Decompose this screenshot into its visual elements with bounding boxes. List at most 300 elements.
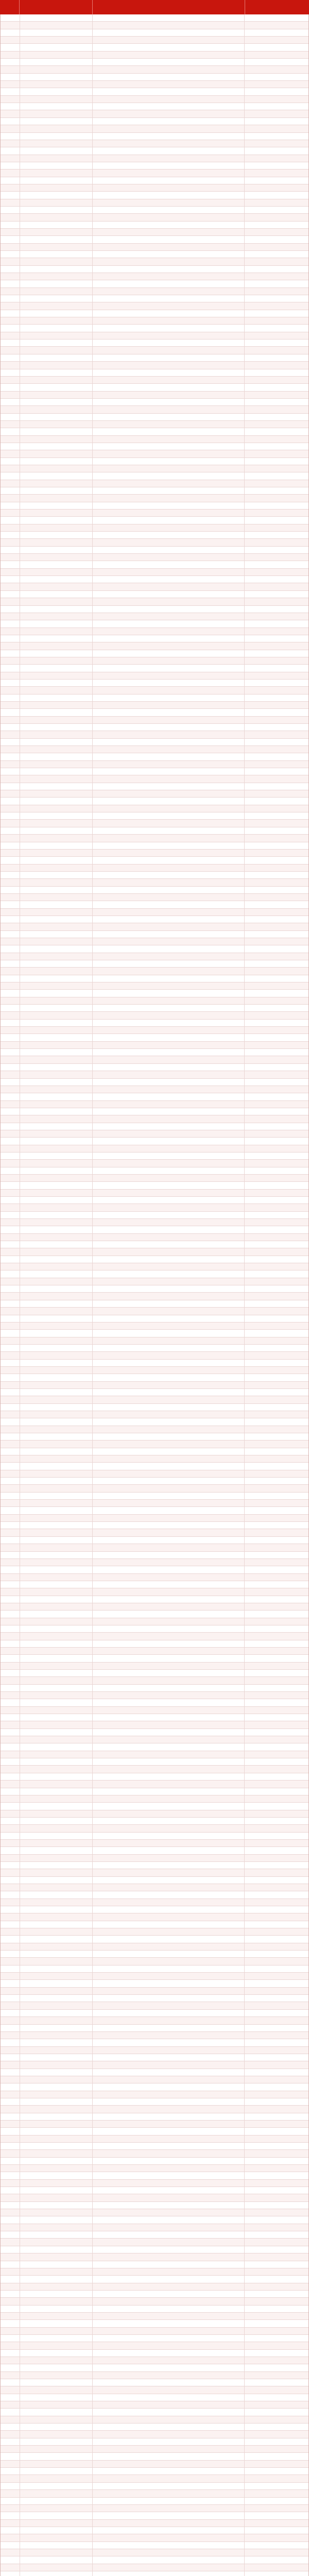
table-cell — [93, 1345, 245, 1351]
table-cell — [1, 975, 20, 982]
table-cell — [20, 66, 93, 73]
table-row — [1, 1470, 308, 1478]
table-row — [1, 1640, 308, 1648]
table-row — [1, 236, 308, 243]
table-cell — [93, 2202, 245, 2209]
table-cell — [1, 1788, 20, 1795]
table-cell — [20, 1891, 93, 1898]
table-cell — [20, 1145, 93, 1152]
table-cell — [93, 2187, 245, 2194]
table-cell — [245, 450, 308, 457]
table-row — [1, 2083, 308, 2091]
table-cell — [245, 1670, 308, 1676]
table-cell — [20, 1803, 93, 1809]
table-row — [1, 384, 308, 391]
table-cell — [1, 170, 20, 176]
table-cell — [1, 1389, 20, 1396]
table-cell — [93, 598, 245, 605]
table-cell — [20, 1995, 93, 2002]
table-cell — [20, 1980, 93, 1987]
table-cell — [93, 1323, 245, 1329]
table-cell — [245, 865, 308, 871]
table-row — [1, 1012, 308, 1019]
table-row — [1, 2002, 308, 2009]
table-cell — [1, 1803, 20, 1809]
table-cell — [20, 561, 93, 568]
table-cell — [1, 931, 20, 938]
table-cell — [245, 66, 308, 73]
table-cell — [20, 1367, 93, 1374]
table-cell — [93, 1803, 245, 1809]
table-cell — [1, 1079, 20, 1086]
table-cell — [93, 22, 245, 28]
table-cell — [245, 192, 308, 198]
table-cell — [1, 1825, 20, 1832]
table-row — [1, 14, 308, 22]
table-cell — [245, 465, 308, 472]
table-cell — [93, 2180, 245, 2187]
table-row — [1, 1581, 308, 1588]
table-cell — [1, 2512, 20, 2519]
table-cell — [1, 1810, 20, 1817]
table-cell — [93, 724, 245, 731]
table-cell — [1, 938, 20, 945]
table-row — [1, 140, 308, 147]
table-cell — [93, 2379, 245, 2386]
table-cell — [93, 2136, 245, 2142]
table-cell — [93, 2061, 245, 2068]
table-cell — [245, 702, 308, 708]
table-cell — [20, 1618, 93, 1625]
table-cell — [20, 2364, 93, 2371]
table-cell — [245, 694, 308, 701]
table-cell — [93, 103, 245, 110]
table-cell — [93, 1877, 245, 1884]
table-row — [1, 717, 308, 724]
table-cell — [20, 1766, 93, 1772]
table-row — [1, 746, 308, 753]
table-cell — [93, 1707, 245, 1714]
table-row — [1, 1493, 308, 1500]
table-row — [1, 2335, 308, 2342]
table-cell — [245, 923, 308, 930]
table-cell — [245, 96, 308, 103]
table-cell — [1, 1943, 20, 1950]
table-cell — [93, 214, 245, 221]
table-cell — [1, 2216, 20, 2223]
table-cell — [1, 22, 20, 28]
table-cell — [93, 184, 245, 191]
table-cell — [1, 2364, 20, 2371]
table-cell — [20, 1130, 93, 1137]
table-cell — [1, 887, 20, 893]
table-row — [1, 229, 308, 236]
table-cell — [1, 2209, 20, 2216]
table-cell — [20, 850, 93, 856]
table-cell — [93, 1743, 245, 1750]
table-cell — [93, 1005, 245, 1011]
table-row — [1, 1411, 308, 1418]
table-row — [1, 2424, 308, 2431]
table-cell — [20, 790, 93, 797]
table-cell — [93, 1300, 245, 1307]
table-cell — [1, 1485, 20, 1492]
table-cell — [1, 1995, 20, 2002]
table-cell — [245, 1818, 308, 1824]
table-row — [1, 1263, 308, 1270]
table-cell — [93, 96, 245, 103]
table-cell — [93, 561, 245, 568]
table-cell — [20, 1493, 93, 1499]
table-cell — [245, 761, 308, 768]
table-cell — [245, 2010, 308, 2016]
table-cell — [20, 2283, 93, 2290]
table-cell — [245, 857, 308, 863]
table-row — [1, 1884, 308, 1891]
table-cell — [93, 2357, 245, 2364]
table-cell — [20, 362, 93, 368]
table-row — [1, 2268, 308, 2276]
table-row — [1, 1596, 308, 1603]
table-cell — [20, 894, 93, 901]
table-cell — [245, 1862, 308, 1869]
table-cell — [93, 487, 245, 494]
table-row — [1, 2461, 308, 2468]
table-row — [1, 1951, 308, 1958]
table-cell — [245, 680, 308, 686]
table-cell — [245, 1581, 308, 1588]
table-cell — [245, 1226, 308, 1233]
table-cell — [93, 1367, 245, 1374]
table-cell — [1, 1256, 20, 1263]
table-cell — [245, 613, 308, 620]
table-cell — [245, 1234, 308, 1241]
table-cell — [93, 1529, 245, 1536]
table-cell — [93, 2091, 245, 2098]
table-cell — [245, 1833, 308, 1839]
table-cell — [20, 1566, 93, 1573]
table-cell — [20, 110, 93, 117]
table-cell — [1, 2128, 20, 2134]
table-cell — [1, 214, 20, 221]
table-row — [1, 569, 308, 576]
table-cell — [20, 2534, 93, 2541]
table-row — [1, 1308, 308, 1315]
table-row — [1, 931, 308, 938]
table-cell — [20, 406, 93, 413]
table-row — [1, 1928, 308, 1936]
table-cell — [93, 798, 245, 804]
table-cell — [93, 820, 245, 826]
table-cell — [1, 2534, 20, 2541]
table-cell — [93, 1721, 245, 1728]
table-cell — [20, 598, 93, 605]
table-cell — [20, 1951, 93, 1957]
table-cell — [20, 953, 93, 960]
table-cell — [20, 207, 93, 213]
table-row — [1, 1034, 308, 1041]
table-row — [1, 753, 308, 760]
table-row — [1, 606, 308, 613]
table-row — [1, 1936, 308, 1943]
table-cell — [1, 1611, 20, 1617]
table-row — [1, 1965, 308, 1973]
table-cell — [1, 657, 20, 664]
table-cell — [1, 1862, 20, 1869]
table-row — [1, 1182, 308, 1189]
table-cell — [245, 2253, 308, 2260]
table-row — [1, 2401, 308, 2409]
table-row — [1, 2498, 308, 2505]
table-cell — [245, 2394, 308, 2401]
table-cell — [20, 1167, 93, 1174]
table-row — [1, 266, 308, 273]
table-cell — [1, 1625, 20, 1632]
table-cell — [20, 1581, 93, 1588]
table-cell — [1, 229, 20, 235]
table-row — [1, 1736, 308, 1743]
table-cell — [93, 414, 245, 420]
table-cell — [245, 302, 308, 309]
table-cell — [93, 672, 245, 679]
table-row — [1, 2379, 308, 2386]
table-cell — [20, 1559, 93, 1566]
table-cell — [20, 1418, 93, 1425]
table-row — [1, 1529, 308, 1536]
table-row — [1, 2069, 308, 2076]
table-cell — [245, 2136, 308, 2142]
table-row — [1, 1559, 308, 1566]
table-cell — [245, 1248, 308, 1255]
table-cell — [245, 251, 308, 258]
table-cell — [93, 731, 245, 738]
table-cell — [245, 827, 308, 834]
table-cell — [245, 1071, 308, 1078]
table-cell — [1, 820, 20, 826]
table-row — [1, 1330, 308, 1337]
table-row — [1, 22, 308, 29]
table-cell — [20, 768, 93, 775]
table-row — [1, 406, 308, 413]
table-cell — [245, 2372, 308, 2379]
table-cell — [1, 990, 20, 996]
table-cell — [245, 2475, 308, 2482]
table-row — [1, 2054, 308, 2061]
table-row — [1, 857, 308, 864]
table-cell — [1, 443, 20, 450]
table-cell — [1, 1145, 20, 1152]
table-cell — [1, 2136, 20, 2142]
table-cell — [1, 2165, 20, 2172]
table-cell — [93, 1552, 245, 1558]
table-cell — [1, 2231, 20, 2238]
table-cell — [1, 1743, 20, 1750]
table-cell — [93, 133, 245, 140]
table-cell — [245, 1781, 308, 1787]
table-cell — [245, 37, 308, 43]
table-cell — [93, 2025, 245, 2031]
table-cell — [1, 561, 20, 568]
table-cell — [245, 709, 308, 716]
table-cell — [20, 1603, 93, 1610]
table-cell — [245, 1721, 308, 1728]
table-cell — [93, 1810, 245, 1817]
table-cell — [245, 554, 308, 561]
table-cell — [1, 524, 20, 531]
table-cell — [20, 916, 93, 923]
table-cell — [1, 982, 20, 989]
table-cell — [93, 2409, 245, 2415]
table-row — [1, 709, 308, 716]
table-cell — [245, 103, 308, 110]
table-cell — [93, 1190, 245, 1196]
table-cell — [20, 96, 93, 103]
table-cell — [1, 709, 20, 716]
table-cell — [20, 1574, 93, 1581]
table-row — [1, 288, 308, 295]
table-row — [1, 2076, 308, 2083]
table-cell — [93, 2098, 245, 2105]
table-row — [1, 362, 308, 369]
table-cell — [93, 576, 245, 583]
table-row — [1, 2202, 308, 2209]
table-cell — [245, 2424, 308, 2430]
table-row — [1, 1751, 308, 1758]
table-cell — [1, 1093, 20, 1100]
table-cell — [20, 1958, 93, 1964]
table-cell — [1, 1285, 20, 1292]
table-cell — [20, 399, 93, 405]
table-cell — [20, 1056, 93, 1063]
table-cell — [20, 2328, 93, 2334]
table-row — [1, 1219, 308, 1226]
table-cell — [93, 2165, 245, 2172]
table-row — [1, 2313, 308, 2320]
table-row — [1, 1618, 308, 1625]
table-row — [1, 1913, 308, 1921]
table-cell — [93, 1862, 245, 1869]
table-row — [1, 2483, 308, 2490]
table-cell — [245, 2106, 308, 2112]
table-cell — [1, 1234, 20, 1241]
table-cell — [245, 2054, 308, 2061]
table-cell — [245, 2409, 308, 2415]
table-cell — [93, 2002, 245, 2009]
table-cell — [245, 2121, 308, 2127]
table-cell — [245, 59, 308, 65]
table-row — [1, 1478, 308, 1485]
table-cell — [93, 2416, 245, 2423]
table-cell — [245, 280, 308, 287]
table-row — [1, 1020, 308, 1027]
table-cell — [245, 1507, 308, 1514]
table-cell — [1, 1663, 20, 1669]
table-row — [1, 2291, 308, 2298]
table-cell — [93, 2150, 245, 2157]
table-cell — [20, 2498, 93, 2504]
table-cell — [93, 1736, 245, 1743]
table-cell — [20, 354, 93, 361]
table-cell — [93, 2172, 245, 2179]
table-row — [1, 1345, 308, 1352]
table-cell — [93, 1913, 245, 1920]
table-cell — [245, 901, 308, 908]
table-cell — [1, 1433, 20, 1440]
table-cell — [93, 1389, 245, 1396]
table-cell — [245, 583, 308, 590]
table-row — [1, 1611, 308, 1618]
table-cell — [245, 909, 308, 916]
table-cell — [245, 1877, 308, 1884]
table-cell — [93, 310, 245, 317]
table-cell — [245, 1936, 308, 1942]
table-row — [1, 1027, 308, 1034]
table-row — [1, 2216, 308, 2224]
table-cell — [1, 2520, 20, 2527]
table-cell — [20, 392, 93, 398]
table-cell — [93, 532, 245, 538]
table-cell — [245, 2461, 308, 2467]
table-row — [1, 1566, 308, 1573]
table-cell — [20, 1840, 93, 1846]
table-cell — [93, 2239, 245, 2245]
table-cell — [93, 44, 245, 50]
table-cell — [93, 1840, 245, 1846]
table-cell — [20, 1345, 93, 1351]
table-cell — [20, 1500, 93, 1506]
table-cell — [93, 975, 245, 982]
table-cell — [93, 1182, 245, 1189]
table-cell — [1, 850, 20, 856]
table-row — [1, 620, 308, 628]
table-cell — [20, 1965, 93, 1972]
table-row — [1, 133, 308, 140]
table-cell — [245, 244, 308, 250]
table-cell — [245, 960, 308, 967]
table-row — [1, 694, 308, 702]
table-row — [1, 990, 308, 997]
table-cell — [93, 2549, 245, 2556]
table-cell — [93, 717, 245, 723]
table-cell — [20, 2438, 93, 2445]
table-cell — [245, 458, 308, 465]
table-row — [1, 495, 308, 502]
table-row — [1, 1773, 308, 1781]
table-cell — [20, 1175, 93, 1181]
table-cell — [245, 88, 308, 95]
table-cell — [20, 2468, 93, 2475]
table-cell — [20, 280, 93, 287]
table-cell — [245, 1825, 308, 1832]
table-cell — [245, 1418, 308, 1425]
table-cell — [20, 576, 93, 583]
table-cell — [93, 2364, 245, 2371]
table-cell — [93, 2372, 245, 2379]
table-cell — [1, 1773, 20, 1780]
table-cell — [1, 1493, 20, 1499]
table-cell — [93, 887, 245, 893]
table-cell — [20, 1721, 93, 1728]
table-cell — [20, 1596, 93, 1603]
table-row — [1, 2542, 308, 2549]
table-row — [1, 1795, 308, 1803]
table-cell — [93, 450, 245, 457]
table-cell — [1, 1012, 20, 1019]
table-row — [1, 184, 308, 192]
table-row — [1, 1818, 308, 1825]
table-cell — [245, 2453, 308, 2460]
column-header-position — [93, 0, 245, 14]
